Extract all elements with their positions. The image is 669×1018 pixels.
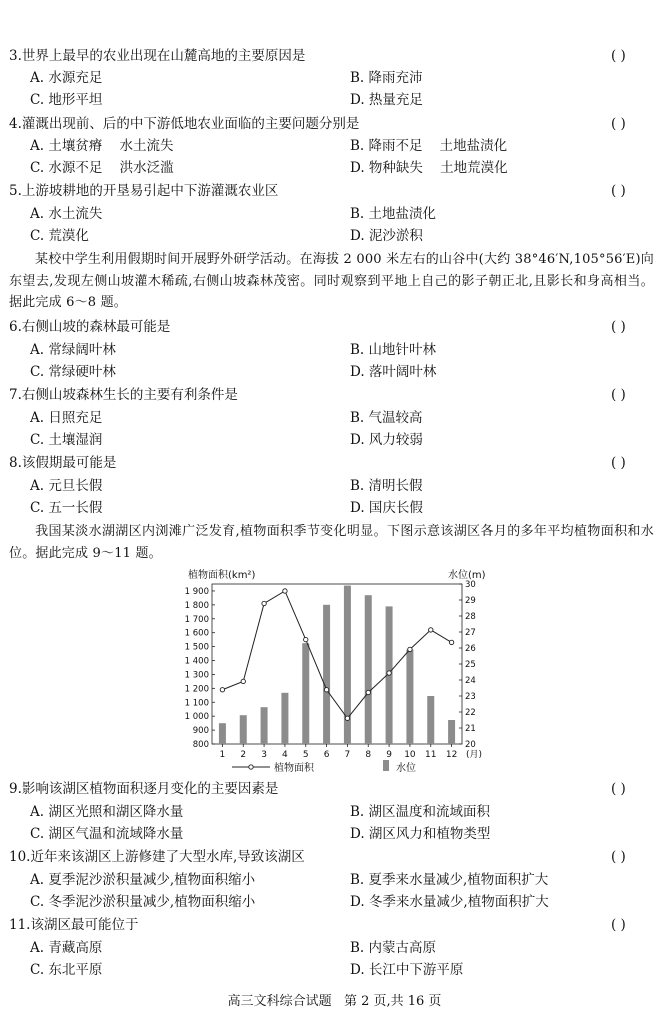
x-tick-label: 10 xyxy=(404,750,416,760)
question-8-options-row-1 xyxy=(0,476,669,496)
left-tick-label: 1 400 xyxy=(184,656,209,667)
x-tick-label: 7 xyxy=(344,750,351,760)
option-a[interactable]: A. 湖区光照和湖区降水量 xyxy=(30,804,184,820)
passage-9-11 xyxy=(9,521,654,564)
option-b[interactable]: B. 清明长假 xyxy=(350,478,423,494)
right-tick-label: 24 xyxy=(465,676,476,686)
right-tick-label: 28 xyxy=(465,612,476,622)
plant-area-point xyxy=(283,589,287,593)
option-b[interactable]: B. 降雨不足 土地盐渍化 xyxy=(350,138,508,154)
question-5-options-row-1 xyxy=(0,204,669,224)
water-level-bar xyxy=(427,696,434,744)
x-tick-label: 4 xyxy=(282,750,288,760)
question-7-stem-row xyxy=(0,385,669,405)
question-9-stem: 9.影响该湖区植物面积逐月变化的主要因素是 xyxy=(9,781,279,797)
question-11-stem: 11.该湖区最可能位于 xyxy=(9,917,139,933)
water-level-bar xyxy=(448,720,455,744)
x-tick-label: 2 xyxy=(240,750,247,760)
x-tick-label: 8 xyxy=(365,750,372,760)
right-tick-label: 25 xyxy=(465,660,476,670)
passage-9-11-text: 我国某淡水湖湖区内浏滩广泛发育,植物面积季节变化明显。下图示意该湖区各月的多年平均植物面积和水位。据此完成 9～11 题。 xyxy=(9,524,654,561)
right-tick-label: 23 xyxy=(465,692,476,702)
question-4-options-row-2 xyxy=(0,158,669,178)
question-5-options-row-2 xyxy=(0,226,669,246)
question-11-options-row-2 xyxy=(0,960,669,980)
answer-blank[interactable]: ( ) xyxy=(611,116,626,132)
x-tick-label: 9 xyxy=(386,750,392,760)
option-c[interactable]: C. 土壤湿润 xyxy=(30,432,103,448)
question-6-options-row-1 xyxy=(0,340,669,360)
option-b[interactable]: B. 土地盐渍化 xyxy=(350,206,437,222)
question-6-stem-row xyxy=(0,317,669,337)
option-d[interactable]: D. 落叶阔叶林 xyxy=(350,364,437,380)
legend-bar-swatch xyxy=(383,760,389,771)
option-d[interactable]: D. 冬季来水量减少,植物面积扩大 xyxy=(350,894,549,910)
plant-area-point xyxy=(262,601,266,605)
water-level-bar xyxy=(406,650,413,744)
option-a[interactable]: A. 元旦长假 xyxy=(30,478,103,494)
question-9-options-row-2 xyxy=(0,824,669,844)
option-c[interactable]: C. 东北平原 xyxy=(30,962,103,978)
answer-blank[interactable]: ( ) xyxy=(611,387,626,403)
answer-blank[interactable]: ( ) xyxy=(611,48,626,64)
option-c[interactable]: C. 地形平坦 xyxy=(30,92,103,108)
option-b[interactable]: B. 山地针叶林 xyxy=(350,342,437,358)
question-3-stem-row xyxy=(0,46,669,66)
question-5-stem: 5.上游坡耕地的开垦易引起中下游灌溉农业区 xyxy=(9,183,279,199)
left-tick-label: 1 000 xyxy=(184,712,209,723)
plant-area-point xyxy=(241,679,245,683)
question-5-stem-row xyxy=(0,181,669,201)
x-tick-label: 1 xyxy=(219,750,226,760)
option-b[interactable]: B. 夏季来水量减少,植物面积扩大 xyxy=(350,872,549,888)
passage-6-8-text: 某校中学生利用假期时间开展野外研学活动。在海拔 2 000 米左右的山谷中(大约 38°46′N,105°56′E)向东望去,发现左侧山坡灌木稀疏,右侧山坡森林茂密。同时观察到平地上自己的影子朝正北,且影长和身高相当。据此完成 6～8 题。 xyxy=(9,252,654,310)
option-b[interactable]: B. 气温较高 xyxy=(350,410,423,426)
left-tick-label: 1 900 xyxy=(184,586,209,597)
question-4-stem: 4.灌溉出现前、后的中下游低地农业面临的主要问题分别是 xyxy=(9,116,360,132)
plant-area-point xyxy=(304,637,308,641)
question-10-options-row-2 xyxy=(0,892,669,912)
option-d[interactable]: D. 湖区风力和植物类型 xyxy=(350,826,491,842)
answer-blank[interactable]: ( ) xyxy=(611,183,626,199)
question-9-options-row-1 xyxy=(0,802,669,822)
question-7-stem: 7.右侧山坡森林生长的主要有利条件是 xyxy=(9,387,238,403)
option-d[interactable]: D. 物种缺失 土地荒漠化 xyxy=(350,160,508,176)
left-tick-label: 800 xyxy=(192,740,209,750)
left-tick-label: 1 100 xyxy=(184,698,209,709)
right-tick-label: 26 xyxy=(465,644,476,654)
question-9-stem-row xyxy=(0,779,669,799)
plant-area-point xyxy=(387,671,391,675)
option-b[interactable]: B. 内蒙古高原 xyxy=(350,940,437,956)
right-tick-label: 22 xyxy=(465,708,476,718)
water-level-bar xyxy=(261,707,268,744)
question-6-stem: 6.右侧山坡的森林最可能是 xyxy=(9,319,171,335)
left-axis-title: 植物面积(km²) xyxy=(188,570,256,581)
water-level-bar xyxy=(281,693,288,744)
option-b[interactable]: B. 湖区温度和流域面积 xyxy=(350,804,491,820)
right-tick-label: 21 xyxy=(465,724,476,734)
option-c[interactable]: C. 常绿硬叶林 xyxy=(30,364,116,380)
question-3-stem: 3.世界上最早的农业出现在山麓高地的主要原因是 xyxy=(9,48,306,64)
question-10-stem: 10.近年来该湖区上游修建了大型水库,导致该湖区 xyxy=(9,849,305,865)
question-8-stem-row xyxy=(0,453,669,473)
x-tick-label: 5 xyxy=(302,750,309,760)
right-tick-label: 29 xyxy=(465,596,476,606)
left-tick-label: 1 600 xyxy=(184,628,209,639)
plot-frame xyxy=(212,584,462,744)
water-level-bar xyxy=(365,595,372,744)
right-tick-label: 30 xyxy=(465,580,476,590)
option-d[interactable]: D. 热量充足 xyxy=(350,92,423,108)
legend-point-swatch xyxy=(249,765,253,769)
option-a[interactable]: A. 水土流失 xyxy=(30,206,103,222)
right-axis-title: 水位(m) xyxy=(448,570,486,581)
plant-area-point xyxy=(345,716,349,720)
option-a[interactable]: A. 土壤贫瘠 水土流失 xyxy=(30,138,174,154)
left-tick-label: 1 800 xyxy=(184,600,209,611)
water-level-bar xyxy=(219,723,226,744)
question-4-stem-row xyxy=(0,114,669,134)
right-tick-label: 27 xyxy=(465,628,476,638)
plant-area-point xyxy=(366,690,370,694)
question-3-options-row-2 xyxy=(0,90,669,110)
option-c[interactable]: C. 五一长假 xyxy=(30,500,103,516)
x-tick-label: 11 xyxy=(425,750,437,760)
lake-chart xyxy=(170,566,500,778)
answer-blank[interactable]: ( ) xyxy=(611,781,626,797)
option-d[interactable]: D. 泥沙淤积 xyxy=(350,228,423,244)
option-d[interactable]: D. 风力较弱 xyxy=(350,432,423,448)
left-tick-label: 1 300 xyxy=(184,670,209,681)
option-a[interactable]: A. 日照充足 xyxy=(30,410,103,426)
passage-6-8 xyxy=(9,249,654,314)
option-a[interactable]: A. 青藏高原 xyxy=(30,940,103,956)
option-c[interactable]: C. 荒漠化 xyxy=(30,228,89,244)
question-11-stem-row xyxy=(0,915,669,935)
left-tick-label: 900 xyxy=(192,726,209,737)
question-7-options-row-1 xyxy=(0,408,669,428)
water-level-bar xyxy=(302,643,309,744)
option-c[interactable]: C. 湖区气温和流域降水量 xyxy=(30,826,184,842)
question-11-options-row-1 xyxy=(0,938,669,958)
question-6-options-row-2 xyxy=(0,362,669,382)
option-a[interactable]: A. 常绿阔叶林 xyxy=(30,342,116,358)
x-axis-unit: (月) xyxy=(466,750,483,760)
x-tick-label: 3 xyxy=(261,750,267,760)
option-c[interactable]: C. 冬季泥沙淤积量减少,植物面积缩小 xyxy=(30,894,256,910)
option-a[interactable]: A. 夏季泥沙淤积量减少,植物面积缩小 xyxy=(30,872,256,888)
plant-area-point xyxy=(429,628,433,632)
question-7-options-row-2 xyxy=(0,430,669,450)
question-10-stem-row xyxy=(0,847,669,867)
option-d[interactable]: D. 长江中下游平原 xyxy=(350,962,464,978)
question-8-options-row-2 xyxy=(0,498,669,518)
question-4-options-row-1 xyxy=(0,136,669,156)
plant-area-point xyxy=(324,688,328,692)
water-level-bar xyxy=(323,605,330,744)
legend-water-level: 水位 xyxy=(396,763,416,774)
plant-area-line xyxy=(222,591,451,718)
plant-area-point xyxy=(449,640,453,644)
option-c[interactable]: C. 水源不足 洪水泛滥 xyxy=(30,160,174,176)
answer-blank[interactable]: ( ) xyxy=(611,455,626,471)
water-level-bar xyxy=(240,715,247,744)
option-b[interactable]: B. 降雨充沛 xyxy=(350,70,423,86)
left-tick-label: 1 200 xyxy=(184,684,209,695)
answer-blank[interactable]: ( ) xyxy=(611,917,626,933)
question-8-stem: 8.该假期最可能是 xyxy=(9,455,117,471)
legend-plant-area: 植物面积 xyxy=(274,763,314,774)
option-a[interactable]: A. 水源充足 xyxy=(30,70,103,86)
plant-area-point xyxy=(220,688,224,692)
question-3-options-row-1 xyxy=(0,68,669,88)
answer-blank[interactable]: ( ) xyxy=(611,319,626,335)
option-d[interactable]: D. 国庆长假 xyxy=(350,500,423,516)
page-footer: 高三文科综合试题 第 2 页,共 16 页 xyxy=(227,994,442,1009)
answer-blank[interactable]: ( ) xyxy=(611,849,626,865)
right-tick-label: 20 xyxy=(465,740,476,750)
x-tick-label: 12 xyxy=(445,750,458,760)
plant-area-point xyxy=(408,647,412,651)
left-tick-label: 1 700 xyxy=(184,614,209,625)
question-10-options-row-1 xyxy=(0,870,669,890)
left-tick-label: 1 500 xyxy=(184,642,209,653)
x-tick-label: 6 xyxy=(323,750,330,760)
